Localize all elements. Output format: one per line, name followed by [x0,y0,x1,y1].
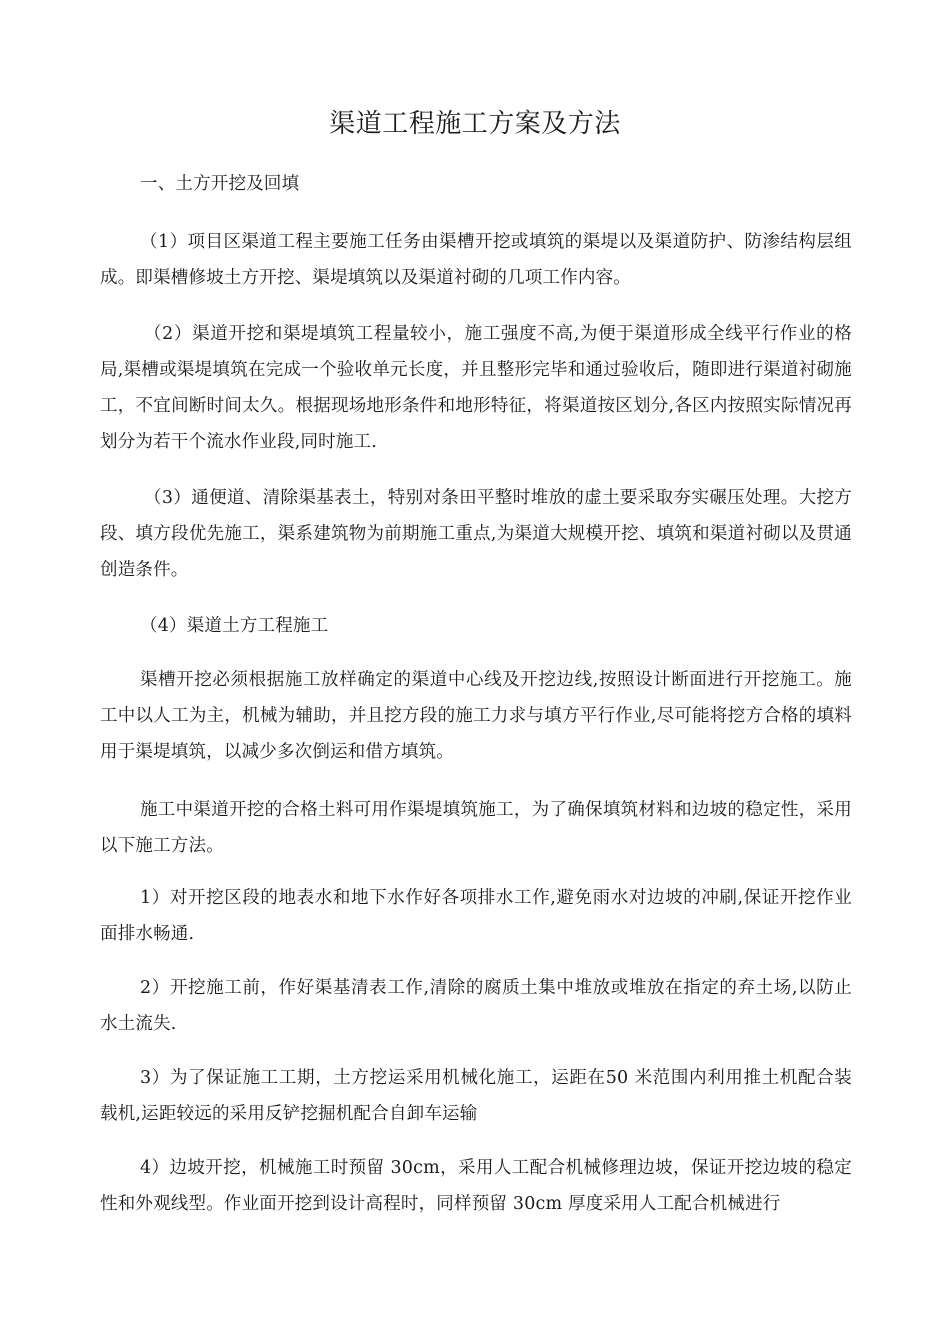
document-title: 渠道工程施工方案及方法 [329,109,621,139]
list-item-1: 1）对开挖区段的地表水和地下水作好各项排水工作,避免雨水对边坡的冲刷,保证开挖作业面排水畅通. [100,888,852,944]
paragraph-3: （3）通便道、清除渠基表土，特别对条田平整时堆放的虚土要采取夯实碾压处理。大挖方段、填方段优先施工，渠系建筑物为前期施工重点,为渠道大规模开挖、填筑和渠道衬砌以及贯通创造条件。 [100,488,852,580]
paragraph-excavation: 渠槽开挖必须根据施工放样确定的渠道中心线及开挖边线,按照设计断面进行开挖施工。施工中以人工为主，机械为辅助，并且挖方段的施工力求与填方平行作业,尽可能将挖方合格的填料用于渠堤填筑，以减少多次倒运和借方填筑。 [100,670,852,762]
paragraph-1: （1）项目区渠道工程主要施工任务由渠槽开挖或填筑的渠堤以及渠道防护、防渗结构层组成。即渠槽修坡土方开挖、渠堤填筑以及渠道衬砌的几项工作内容。 [100,232,852,288]
subsection-heading-canal-earthwork: （4）渠道土方工程施工 [140,616,329,636]
list-item-2: 2）开挖施工前，作好渠基清表工作,清除的腐质土集中堆放或堆放在指定的弃土场,以防止水土流失. [100,978,852,1034]
list-item-3: 3）为了保证施工工期，土方挖运采用机械化施工，运距在50 米范围内利用推土机配合装载机,运距较远的采用反铲挖掘机配合自卸车运输 [100,1068,852,1124]
paragraph-fill-materials: 施工中渠道开挖的合格土料可用作渠堤填筑施工，为了确保填筑材料和边坡的稳定性，采用以下施工方法。 [100,800,852,856]
section-heading-earthwork: 一、土方开挖及回填 [140,174,300,194]
paragraph-2: （2）渠道开挖和渠堤填筑工程量较小，施工强度不高,为便于渠道形成全线平行作业的格局,渠槽或渠堤填筑在完成一个验收单元长度，并且整形完毕和通过验收后，随即进行渠道衬砌施工，不宜间断时间太久。根据现场地形条件和地形特征，将渠道按区划分,各区内按照实际情况再划分为若干个流水作业段,同时施工. [100,324,852,452]
list-item-4: 4）边坡开挖，机械施工时预留 30cm，采用人工配合机械修理边坡，保证开挖边坡的稳定性和外观线型。作业面开挖到设计高程时，同样预留 30cm 厚度采用人工配合机械进行 [100,1158,852,1214]
